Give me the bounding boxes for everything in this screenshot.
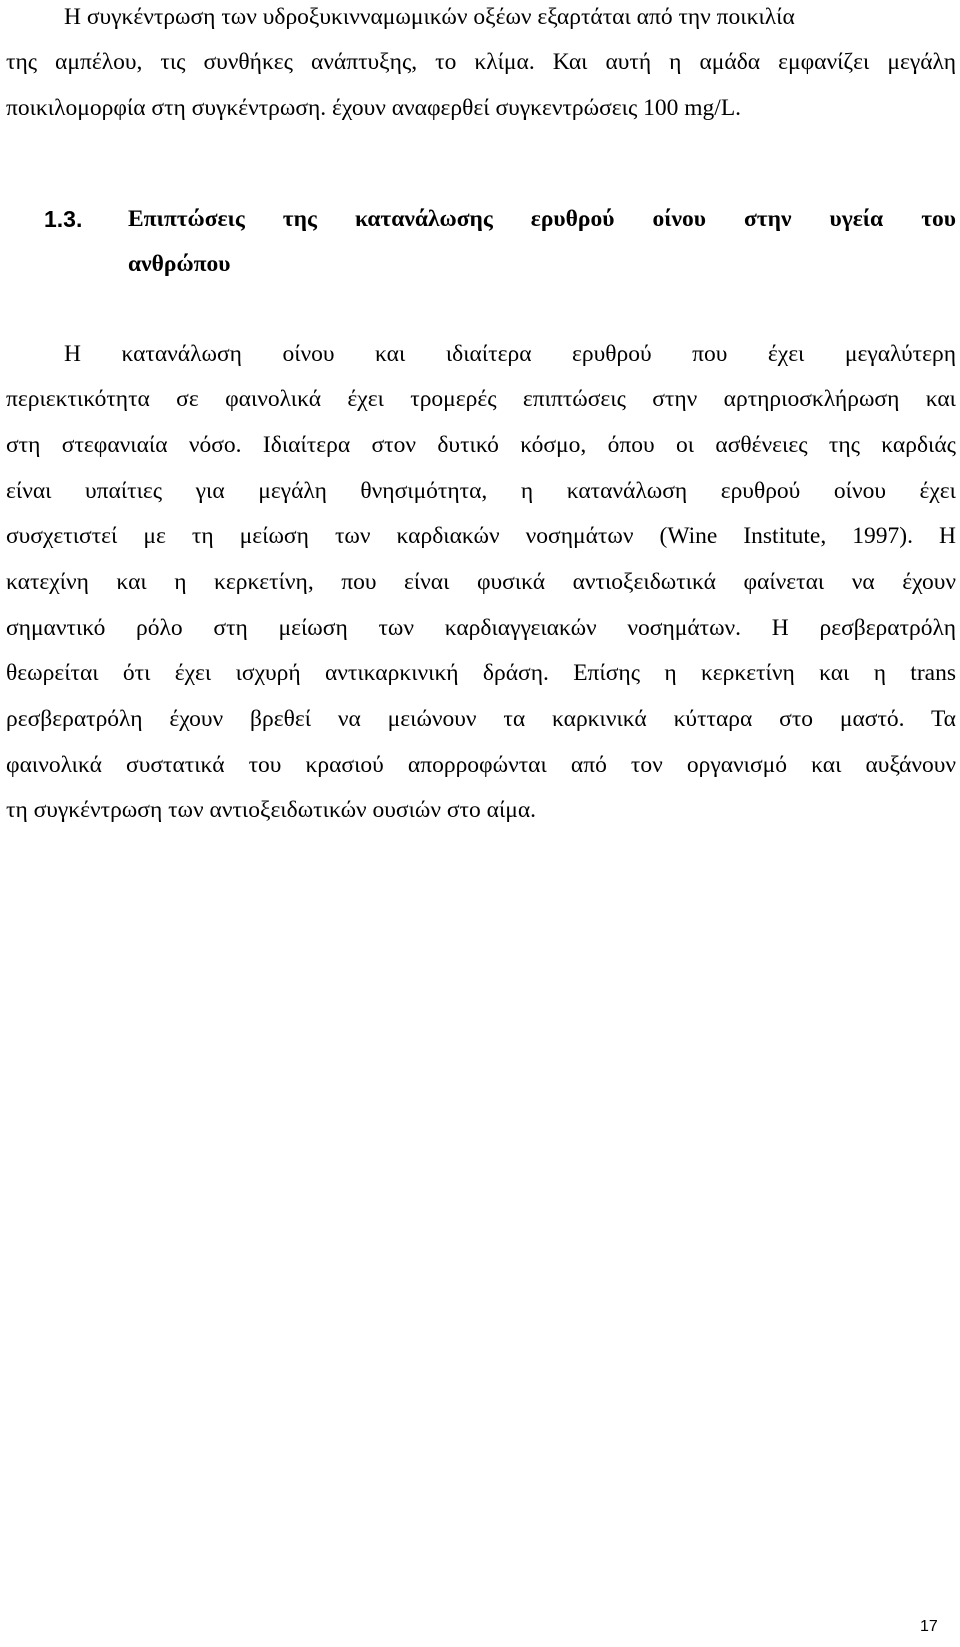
body-line: στη στεφανιαία νόσο. Ιδιαίτερα στον δυτικό κόσμο, όπου οι ασθένειες της καρδιάς bbox=[6, 432, 956, 458]
page-number: 17 bbox=[920, 1618, 938, 1635]
body-line: τη συγκέντρωση των αντιοξειδωτικών ουσιών στο αίμα. bbox=[6, 797, 537, 823]
body-line: φαινολικά συστατικά του κρασιού απορροφώνται από τον οργανισμό και αυξάνουν bbox=[6, 752, 956, 778]
section-number: 1.3. bbox=[44, 206, 83, 232]
body-line: ρεσβερατρόλη έχουν βρεθεί να μειώνουν τα καρκινικά κύτταρα στο μαστό. Τα bbox=[6, 706, 956, 732]
body-line: είναι υπαίτιες για μεγάλη θνησιμότητα, η κατανάλωση ερυθρού οίνου έχει bbox=[6, 478, 956, 504]
body-line: κατεχίνη και η κερκετίνη, που είναι φυσικά αντιοξειδωτικά φαίνεται να έχουν bbox=[6, 569, 956, 595]
body-line: Η κατανάλωση οίνου και ιδιαίτερα ερυθρού που έχει μεγαλύτερη bbox=[64, 341, 956, 367]
body-line: σημαντικό ρόλο στη μείωση των καρδιαγγειακών νοσημάτων. Η ρεσβερατρόλη bbox=[6, 615, 956, 641]
section-title: Επιπτώσεις της κατανάλωσης ερυθρού οίνου στην υγεία του bbox=[128, 206, 956, 232]
intro-line: ποικιλομορφία στη συγκέντρωση. έχουν αναφερθεί συγκεντρώσεις 100 mg/L. bbox=[6, 95, 742, 121]
section-title-continued: ανθρώπου bbox=[128, 251, 231, 277]
body-line: περιεκτικότητα σε φαινολικά έχει τρομερές επιπτώσεις στην αρτηριοσκλήρωση και bbox=[6, 386, 956, 412]
intro-line: της αμπέλου, τις συνθήκες ανάπτυξης, το κλίμα. Και αυτή η αμάδα εμφανίζει μεγάλη bbox=[6, 49, 956, 75]
body-line: θεωρείται ότι έχει ισχυρή αντικαρκινική δράση. Επίσης η κερκετίνη και η trans bbox=[6, 660, 956, 686]
intro-line: Η συγκέντρωση των υδροξυκινναμωμικών οξέων εξαρτάται από την ποικιλία bbox=[64, 4, 795, 30]
body-line: συσχετιστεί με τη μείωση των καρδιακών νοσημάτων (Wine Institute, 1997). Η bbox=[6, 523, 956, 549]
